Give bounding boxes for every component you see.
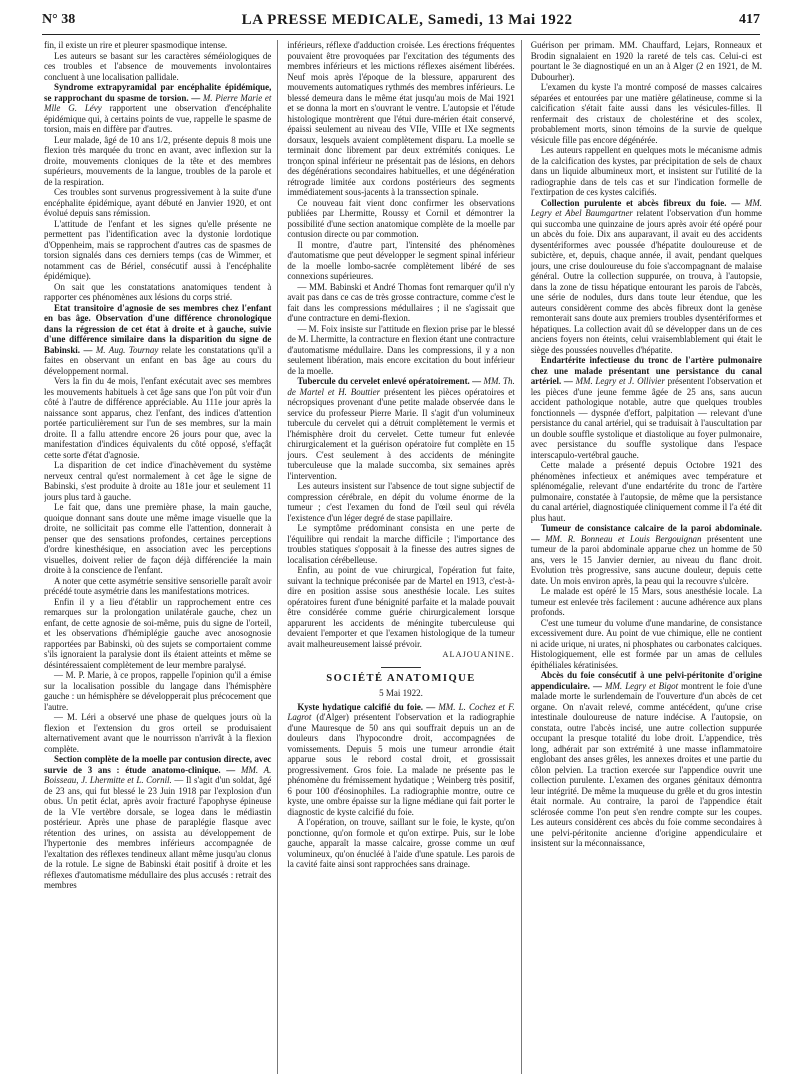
communication-authors: MM. L. Cochez et F. Lagrot xyxy=(287,701,515,722)
paragraph: Enfin il y a lieu d'établir un rapprochement entre ces remarques sur la prolongation unilatérale gauche, chez un enfant, de cette agnosie de soi-même, puis du signe de l'orteil, et les observations d'hémiplégie gauche avec anosognosie rapportées par Babinski, où des sujets se comportaient comme s'ils ignoraient la paralysie dont ils étaient atteints et même se désintéressaient complètement de leur membre paralysé. xyxy=(44,596,272,670)
communication-title: Abcès du foie consécutif à une pelvi-péritonite d'origine appendiculaire. — xyxy=(530,670,762,691)
paragraph: A l'opération, on trouve, saillant sur le foie, le kyste, qu'on ponctionne, qu'on formole et qu'on extirpe. Puis, sur le lobe gauche, apparaît la masse calcaire, grosse comme un œuf volumineux, qu'on énucléé à l'aide d'une spatule. Les parois de la cavité faite ainsi sont rapprochées sans drainage. xyxy=(287,817,515,869)
communication-authors: MM. Legry et Abel Baumgartner xyxy=(530,197,762,218)
communication-text: — Il s'agit d'un soldat, âgé de 23 ans, qui fut blessé le 23 Juin 1918 par l'explosion d'un obus. Un petit éclat, après avoir fracturé l'apophyse épineuse de la VIe vertèbre dorsale, se logea dans le médiastin postérieur. Après une phase de paraplégie flasque avec rétention des urines, on assista au développement de l'hypertonie des membres inférieurs accompagnée de l'exaltation des réflexes tendineux allant même jusqu'au clonus de la rotule. Le signe de Babinski était positif à droite et les réflexes d'automatisme médullaire des plus accusés : retrait des membres xyxy=(44,775,272,890)
communication xyxy=(531,355,762,460)
communication-authors: MM. A. Boisseau, J. Lhermitte et L. Cornil. xyxy=(44,764,272,785)
paragraph: Il montre, d'autre part, l'intensité des phénomènes d'automatisme que peut développer le segment spinal inférieur de la moelle lombo-sacrée complètement libéré de ses connexions supérieures. xyxy=(287,239,515,281)
communication-text: présentent une tumeur de la paroi abdominale apparue chez un homme de 50 ans, vers le 15 Janvier dernier, au niveau du flanc droit. Evolution très progressive, sans aucune douleur, depuis cette date. Un mois environ après, la peau qui la recouvre s'ulcère. xyxy=(530,533,762,586)
paragraph: inférieurs, réflexe d'adduction croisée. Les érections fréquentes pouvaient être provoquées par l'excitation des téguments des membres inférieurs et les mictions réflexes aisément libérées. Neuf mois après l'époque de la blessure, apparurent des mouvements automatiques rythmés des membres inférieurs. Le blessé demeura dans le même état jusqu'au mois de Mai 1921 et se donna la mort en s'ouvrant le ventre. L'autopsie et l'étude histologique montrèrent que l'étui dure-mérien était conservé, épaissi seulement au niveau des VIIe, VIIIe et IXe segments dorsaux, lesquels avaient complètement disparu. La moelle se terminait donc librement par deux extrémités coniques. Le tronçon spinal inférieur ne présentait pas de lésions, en dehors des dégénérations secondaires habituelles, et une dégénération rétrograde limitée aux cordons postérieurs des segments immédiatement sous-jacents à la transsection spinale. xyxy=(287,40,515,197)
communication xyxy=(44,303,271,377)
communication-text: présentent l'observation et les pièces d'une jeune femme âgée de 25 ans, sans aucun accident pathologique notable, autre que quelques troubles fonctionnels — dyspnée d'effort, palpitation — relevant d'une persistance du canal artériel, qui se traduisait à l'auscultation par un double souffle systolique et diastolique au foyer pulmonaire, avec persistance du souffle systolique dans l'espace interscapulo-vertébral gauche. xyxy=(530,376,762,460)
paragraph: L'examen du kyste l'a montré composé de masses calcaires séparées et entourées par une matière gélatineuse, comme si la calcification s'était faite aussi dans les vésicules-filles. Il renfermait des cristaux de cholestérine et des scolex, probablement morts, sinon témoins de la survie de quelque vésicule fille pas encore dégénérée. xyxy=(530,82,762,145)
column-2 xyxy=(287,40,521,1074)
paragraph: On sait que les constatations anatomiques tendent à rapporter ces phénomènes aux lésions du corps strié. xyxy=(44,281,272,302)
paragraph: Guérison per primam. MM. Chauffard, Lejars, Ronneaux et Brodin signalaient en 1920 la rareté de tels cas. Celui-ci est pourtant le 3e diagnostiqué en un an à Alger (2 en 1921, de M. Dubourher). xyxy=(530,40,762,82)
page-number: 417 xyxy=(738,12,760,27)
communication-text: (d'Alger) présentent l'observation et la radiographie d'une Mauresque de 50 ans qui souffrait depuis un an de douleurs dans l'hypocondre droit, accompagnées de vomissements. Depuis 5 mois une tumeur arrondie était apparue sous le rebord costal droit, et grossissait progressivement. Gros foie. La malade ne présente pas le phénomène du frémissement hydatique ; Weinberg très positif, 6 pour 100 d'éosinophiles. La radiographie montre, outre ce kyste, une ombre épaisse sur la ligne médiane qui fait porter le diagnostic de kyste calcifié du foie. xyxy=(287,712,515,817)
society-title: SOCIÉTÉ ANATOMIQUE xyxy=(326,672,476,684)
paragraph: — M. Léri a observé une phase de quelques jours où la flexion et l'extension du gros orteil se produisaient alternativement avant que le nourrisson n'arrivât à la flexion complète. xyxy=(44,712,272,754)
communication xyxy=(287,702,514,818)
paragraph: Vers la fin du 4e mois, l'enfant exécutait avec ses membres les mouvements habituels à cet âge sans que l'on pût voir d'un côté à l'autre de différence appréciable. Au 111e jour après la naissance sont apparus, chez l'enfant, des indices d'attention portée particulièrement sur l'un de ses membres, sur la main droite. Il a fallu attendre encore 26 jours pour que, avec la manifestation d'indices équivalents du côté opposé, s'effaçât cette sorte d'état d'agnosie. xyxy=(44,376,272,460)
communication-text: montrent le foie d'une malade morte le surlendemain de l'ouverture d'un abcès de cet organe. On n'avait relevé, comme antécédent, qu'une crise intestinale douloureuse de nature indécise. A l'autopsie, on constata, outre l'abcès incisé, une autre collection suppurée occupant la presque totalité du lobe droit. L'appendice, très long, adhérait par son extrémité à une masse inflammatoire englobant des anses grêles, les annexes droites et une partie du côlon pelvien. La traction exercée sur l'appendice ouvrit une collection purulente. L'examen des organes génitaux démontra leur intégrité. De même la muqueuse du grêle et du gros intestin était normale. Au contraire, la paroi de l'appendice était sclérosée comme l'on peut s'en rendre compte sur les coupes. Les auteurs considèrent ces abcès du foie comme secondaires à une pelvi-péritonite ancienne d'origine appendiculaire et insistent sur la méconnaissance, xyxy=(530,680,762,848)
communication-authors: M. Aug. Tournay xyxy=(95,344,159,355)
communication-title: Collection purulente et abcès fibreux du foie. — xyxy=(540,197,741,208)
communication xyxy=(44,82,271,135)
paragraph: Les auteurs insistent sur l'absence de tout signe subjectif de compression cérébrale, en dépit du volume énorme de la tumeur ; c'est l'examen du fond de l'œil seul qui révéla l'existence d'un léger degré de stase papillaire. xyxy=(287,481,515,523)
paragraph: Ces troubles sont survenus progressivement à la suite d'une encéphalite épidémique, ayant débuté en Janvier 1920, et ont évolué depuis sans rémission. xyxy=(44,187,272,218)
communication-title: Section complète de la moelle par contusion directe, avec survie de 3 ans : étude anatomo-clinique. — xyxy=(44,754,272,775)
paragraph: Enfin, au point de vue chirurgical, l'opération fut faite, suivant la technique préconisée par de Martel en 1913, c'est-à-dire en position assise sous anesthésie locale. Les suites opératoires furent d'une bénignité parfaite et la malade pouvait être considérée comme guérie chirurgicalement lorsque apparurent les accidents de méningite tuberculeuse qui devaient l'emporter et que l'examen histologique de la tumeur avait malheureusement laissé prévoir. xyxy=(287,565,515,649)
journal-masthead xyxy=(242,12,573,29)
paragraph: fin, il existe un rire et pleurer spasmodique intense. xyxy=(44,40,228,50)
communication-text: relatent l'observation d'un homme qui succomba une quinzaine de jours après avoir été opéré pour un abcès du foie. Dix ans auparavant, il avait eu des accidents dysentériformes avec poussée d'hépatite douloureuse et de subictère, et, depuis, chaque année, il avait, pendant quelques jours, une crise douloureuse du foie s'accompagnant de malaise général. Outre la collection suppurée, on trouva, à l'autopsie, dans la zone de tissu hépatique entourant les parois de l'abcès, une série de nodules, durs dans toute leur étendue, que les auteurs considèrent comme des abcès fibreux dont la genèse remonterait sans doute aux premiers troubles dysentériformes et hépatiques. La collection avait dû se développer dans un de ces anciens foyers non éteints, celui vraisemblablement qui était le siège des poussées nouvelles d'hépatite. xyxy=(530,208,762,355)
communication-title: Kyste hydatique calcifié du foie. — xyxy=(297,701,436,712)
paragraph: Le symptôme prédominant consista en une perte de l'équilibre qui rendait la marche difficile ; l'importance des troubles statiques s'opposait à la finesse des autres signes de localisation cérébelleuse. xyxy=(287,523,515,565)
communication-title: Syndrome extrapyramidal par encéphalite épidémique, se rapprochant du spasme de torsion. — xyxy=(44,82,272,103)
society-date: 5 Mai 1922. xyxy=(379,688,423,698)
paragraph: Le malade est opéré le 15 Mars, sous anesthésie locale. La tumeur est enlevée très facilement : aucune adhérence aux plans profonds. xyxy=(530,586,762,617)
communication-title: Tubercule du cervelet enlevé opératoirement. — xyxy=(297,376,482,386)
communication-text: relate les constatations qu'il a faites en observant un enfant en bas âge au cours du développement normal. xyxy=(44,344,272,376)
issue-date: Samedi, 13 Mai 1922 xyxy=(427,11,573,28)
paragraph: C'est une tumeur du volume d'une mandarine, de consistance excessivement dure. Au point de vue chimique, elle ne contient ni acide urique, ni urates, ni phosphates ou carbonates calciques. Histologiquement, elle est formée par un amas de cellules épithéliales kératinisées. xyxy=(530,617,762,670)
paragraph: Les auteurs se basant sur les caractères séméiologiques de ces troubles et l'absence de mouvements involontaires concluent à une localisation pallidale. xyxy=(44,50,272,82)
paragraph: — M. P. Marie, à ce propos, rappelle l'opinion qu'il a émise sur la localisation possible du langage dans l'hémisphère gauche : un hémisphère se développerait plus précocement que l'autre. xyxy=(44,670,272,712)
communication xyxy=(44,754,271,891)
communication-authors: MM. Legry et J. Ollivier xyxy=(575,376,665,386)
paragraph: Cette malade a présenté depuis Octobre 1921 des phénomènes infectieux et anémiques avec température et splénomégalie, relevant d'une endartérite du tronc de l'artère pulmonaire, constatée à l'autopsie, de même que la persistance du canal artériel, diagnostiquée cliniquement comme il l'a été dit plus haut. xyxy=(530,460,762,523)
paragraph: — MM. Babinski et André Thomas font remarquer qu'il n'y avait pas dans ce cas de très grosse contracture, comme c'est le fait dans les compressions médullaires ; il ne s'agissait que d'une contracture en demi-flexion. xyxy=(287,281,515,323)
communication xyxy=(531,670,762,849)
column-1 xyxy=(44,40,278,1074)
column-3 xyxy=(531,40,762,1074)
communication xyxy=(287,376,514,481)
issue-number: N° 38 xyxy=(42,12,76,27)
paragraph: Ce nouveau fait vient donc confirmer les observations publiées par Lhermitte, Roussy et Cornil et démontrer la possibilité d'une section anatomique complète de la moelle par contusion directe ou par commotion. xyxy=(287,197,515,239)
paragraph: — M. Foix insiste sur l'attitude en flexion prise par le blessé de M. Lhermitte, la contracture en flexion étant une contracture d'automatisme médullaire. Dans les compressions, il y a non seulement libération, mais encore excitation du bout inférieur de la moelle. xyxy=(287,323,515,376)
communication xyxy=(531,198,762,356)
communication-text: rapportent une observation d'encéphalite épidémique qui, à certains points de vue, rappelle le spasme de torsion, mais en diffère par d'autres. xyxy=(44,103,272,134)
paragraph: L'attitude de l'enfant et les signes qu'elle présente ne permettent pas l'identification avec la dystonie lordotique d'Oppenheim, mais se rapprochent d'autres cas de spasmes de torsion signalés dans ces derniers temps (cas de Wimmer, et notamment cas de Bériel, consécutif aussi à l'encéphalite épidémique). xyxy=(44,218,272,281)
article-columns xyxy=(44,40,762,1074)
reporter-signature: ALAJOUANINE. xyxy=(442,650,515,659)
communication-text: présentent les pièces opératoires et nécropsiques provenant d'une petite malade observée dans le service du professeur Pierre Marie. Il s'agit d'un volumineux tubercule du cervelet qui a détruit complètement le vermis et l'hémisphère droit du cervelet. Cette tumeur fut enlevée chirurgicalement et la guérison opératoire fut complète en 15 jours. C'est seulement à des accidents de méningite tuberculeuse que la malade succomba, six semaines après l'intervention. xyxy=(287,386,515,481)
paragraph: Le fait que, dans une première phase, la main gauche, quoique donnant sans doute une même image visuelle que la droite, ne sollicitait pas comme elle l'attention, donnerait à penser que des sensations profondes, certaines perceptions d'ordre kinesthésique, en association avec les perceptions visuelles, doivent relier de façon déjà différenciée la main droite à la conscience de l'enfant. xyxy=(44,502,272,575)
divider xyxy=(381,667,421,668)
paragraph: Les auteurs rappellent en quelques mots le mécanisme admis de la calcification des kystes, par précipitation de sels de chaux dans un liquide albumineux mort, et insistent sur l'utilité de la radiographie dans de tels cas et sur l'indication formelle de l'extirpation de ces kystes calcifiés. xyxy=(530,145,762,197)
paragraph: La disparition de cet indice d'inachèvement du système nerveux central qu'est normalement à cet âge le signe de Babinski, s'est produite à droite au 181e jour et seulement 11 jours plus tard à gauche. xyxy=(44,460,272,502)
communication xyxy=(531,523,762,586)
communication-authors: MM. Legry et Bigot xyxy=(605,680,679,691)
communication-authors: M. Pierre Marie et Mlle G. Lévy xyxy=(44,92,272,113)
communication-title: Tumeur de consistance calcaire de la paroi abdominale. — xyxy=(530,523,762,544)
journal-title: LA PRESSE MEDICALE, xyxy=(241,11,424,28)
communication-title: Etat transitoire d'agnosie de ses membres chez l'enfant en bas âge. Observation d'une différence chronologique dans la régression de cet état à droite et à gauche, suivie d'une différence similaire dans la disparition du signe de Babinski. — xyxy=(44,302,272,355)
communication-authors: MM. Th. de Martel et H. Bouttier xyxy=(287,376,515,397)
communication-authors: MM. R. Bonneau et Louis Bergouignan xyxy=(545,533,702,544)
paragraph: A noter que cette asymétrie sensitive sensorielle paraît avoir précédé toute asymétrie dans les manifestations motrices. xyxy=(44,575,272,596)
communication-title: Endartérite infectieuse du tronc de l'artère pulmonaire chez une malade présentant une persistance du canal artériel. — xyxy=(530,355,762,386)
paragraph: Leur malade, âgé de 10 ans 1/2, présente depuis 8 mois une flexion très marquée du tronc en avant, avec inflexion sur la droite, mouvements cloniques de la tête et des membres supérieurs, mouvements de la langue, troubles de la parole et de la respiration. xyxy=(44,134,272,187)
page-header xyxy=(42,6,760,35)
